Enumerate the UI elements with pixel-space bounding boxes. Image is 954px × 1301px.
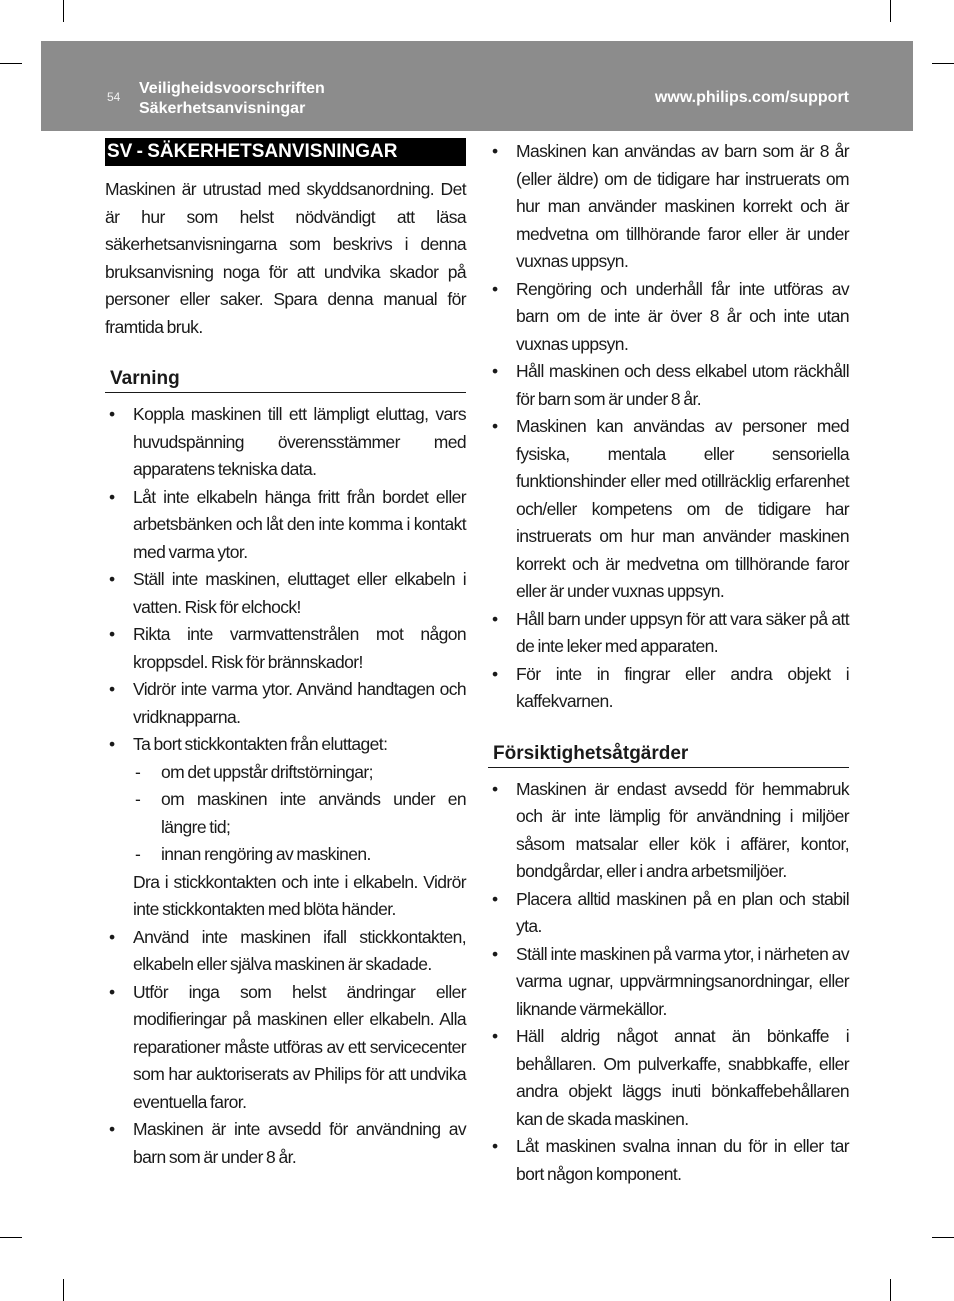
support-url[interactable]: www.philips.com/support	[654, 89, 849, 106]
crop-mark	[0, 63, 22, 64]
warning-heading: Varning	[105, 367, 466, 393]
header-title-line1: Veiligheidsvoorschriften	[139, 80, 325, 97]
left-column	[105, 138, 466, 1171]
list-item: • Maskinen kan användas av barn som är 8 år (eller äldre) om de tidigare har instruerats om hur man använder maskinen korrekt och är medvetna om tillhörande faror eller är under vuxnas uppsyn.	[488, 138, 849, 276]
list-item: • Koppla maskinen till ett lämpligt eluttag, vars huvudspänning överensstämmer med apparatens tekniska data.	[105, 401, 466, 484]
header-title	[139, 79, 325, 119]
precautions-list	[488, 776, 849, 1189]
page-number: 54	[107, 90, 121, 104]
list-item: • Håll maskinen och dess elkabel utom räckhåll för barn som är under 8 år.	[488, 358, 849, 413]
list-item: • Vidrör inte varma ytor. Använd handtagen och vridknapparna.	[105, 676, 466, 731]
list-item: • Rikta inte varmvattenstrålen mot någon kroppsdel. Risk för brännskador!	[105, 621, 466, 676]
sub-list-item: - om det uppstår driftstörningar;	[133, 759, 466, 787]
sub-list-item: - om maskinen inte används under en längre tid;	[133, 786, 466, 841]
list-item: • Maskinen kan användas av personer med fysiska, mentala eller sensoriella funktionshinder eller med otillräcklig erfarenhet och/eller kompetens om de tidigare har instruerats om hur man använder maskinen korrekt och är medvetna om tillhörande faror eller är under vuxnas uppsyn.	[488, 413, 849, 606]
intro-paragraph: Maskinen är utrustad med skyddsanordning. Det är hur som helst nödvändigt att läsa säkerhetsanvisningarna som beskrivs i denna bruksanvisning noga för att undvika skador på personer eller saker. Spara denna manual för framtida bruk.	[105, 179, 466, 337]
crop-mark	[63, 0, 64, 22]
list-item: • För inte in fingrar eller andra objekt i kaffekvarnen.	[488, 661, 849, 716]
crop-mark	[890, 0, 891, 22]
list-item: • Utför inga som helst ändringar eller modifieringar på maskinen eller elkabeln. Alla reparationer måste utföras av ett servicecenter som har auktoriserats av Philips för att undvika eventuella faror.	[105, 979, 466, 1117]
section-title: SV - SÄKERHETSANVISNINGAR	[105, 138, 466, 166]
crop-mark	[932, 1237, 954, 1238]
header-title-line2: Säkerhetsanvisningar	[139, 100, 306, 117]
sub-list	[133, 759, 466, 869]
list-item: • Använd inte maskinen ifall stickkontakten, elkabeln eller själva maskinen är skadade.	[105, 924, 466, 979]
list-item: • Låt inte elkabeln hänga fritt från bordet eller arbetsbänken och låt den inte komma i kontakt med varma ytor.	[105, 484, 466, 567]
list-item: • Häll aldrig något annat än bönkaffe i behållaren. Om pulverkaffe, snabbkaffe, eller andra objekt läggs inuti bönkaffebehållaren kan de skada maskinen.	[488, 1023, 849, 1133]
list-item: • Maskinen är endast avsedd för hemmabruk och är inte lämplig för användning i miljöer såsom matsalar eller kök i affärer, kontor, bondgårdar, eller i andra arbetsmiljöer.	[488, 776, 849, 886]
list-item: • Maskinen är inte avsedd för användning av barn som är under 8 år.	[105, 1116, 466, 1171]
list-item-with-sublist	[105, 731, 466, 924]
sub-list-item: - innan rengöring av maskinen.	[133, 841, 466, 869]
list-item: • Ställ inte maskinen på varma ytor, i närheten av varma ugnar, uppvärmningsanordningar, eller liknande värmekällor.	[488, 941, 849, 1024]
sub-note: Dra i stickkontakten och inte i elkabeln. Vidrör inte stickkontakten med blöta händer.	[133, 871, 466, 919]
crop-mark	[890, 1279, 891, 1301]
list-item: • Håll barn under uppsyn för att vara säker på att de inte leker med apparaten.	[488, 606, 849, 661]
crop-mark	[63, 1279, 64, 1301]
list-item: • Låt maskinen svalna innan du för in eller tar bort någon komponent.	[488, 1133, 849, 1188]
right-column	[488, 138, 849, 1188]
list-item: • Placera alltid maskinen på en plan och stabil yta.	[488, 886, 849, 941]
crop-mark	[932, 63, 954, 64]
precautions-heading: Försiktighetsåtgärder	[488, 742, 849, 768]
warning-list	[105, 401, 466, 1171]
warning-list-continued	[488, 138, 849, 716]
list-item: • Ställ inte maskinen, eluttaget eller elkabeln i vatten. Risk för elchock!	[105, 566, 466, 621]
list-item: • Rengöring och underhåll får inte utföras av barn om de inte är över 8 år och inte utan vuxnas uppsyn.	[488, 276, 849, 359]
crop-mark	[0, 1237, 22, 1238]
list-item-text: • Ta bort stickkontakten från eluttaget:	[133, 734, 388, 754]
page-header	[41, 41, 913, 131]
